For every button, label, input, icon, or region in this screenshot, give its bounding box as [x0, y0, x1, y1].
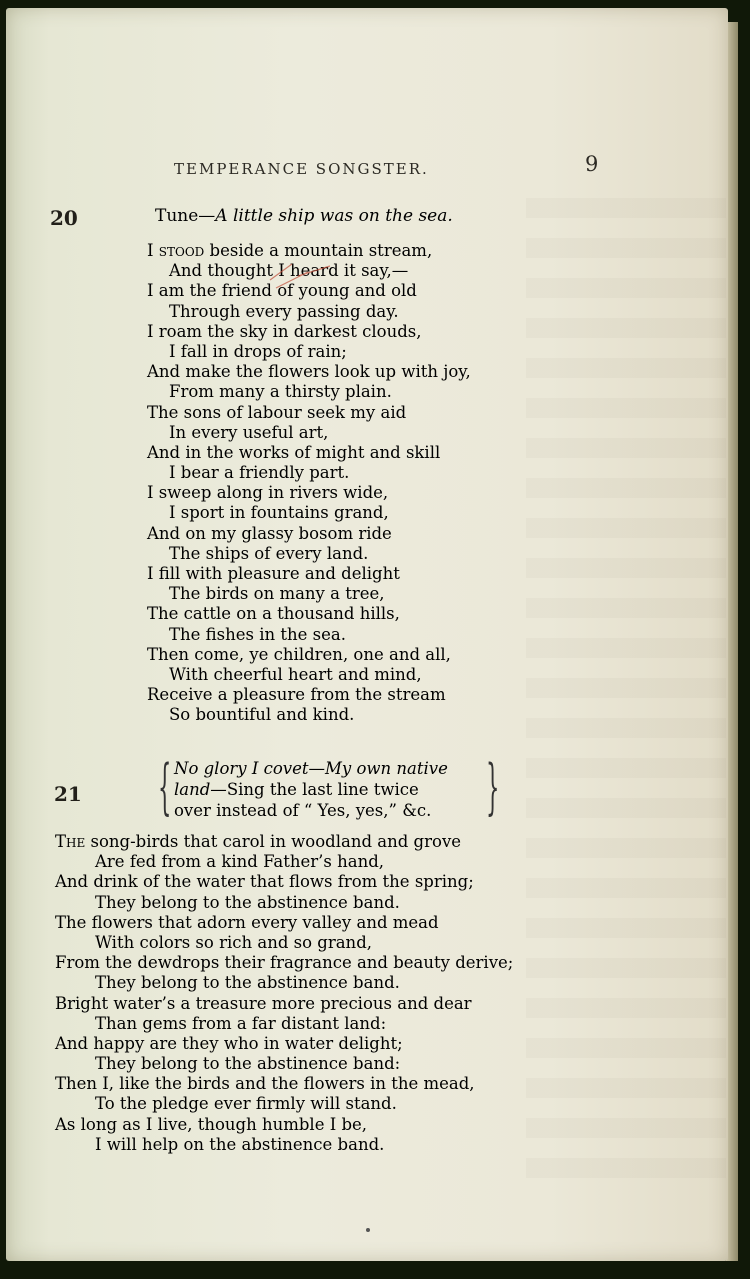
tune-title: A little ship was on the sea.: [215, 206, 453, 226]
verse-line: In every useful art,: [169, 422, 329, 442]
note-line-3: over instead of “ Yes, yes,” &c.: [174, 801, 432, 820]
verse-line: Are fed from a kind Father’s hand,: [95, 852, 385, 872]
verse-line: With colors so rich and so grand,: [95, 932, 372, 952]
verse-line: Then come, ye children, one and all,: [147, 644, 451, 664]
running-title: TEMPERANCE SONGSTER.: [174, 160, 429, 178]
verse-line: From the dewdrops their fragrance and beauty derive;: [55, 953, 514, 973]
page-number: 9: [585, 152, 599, 176]
verse-line: The flowers that adorn every valley and mead: [55, 912, 439, 932]
verse-line: Receive a pleasure from the stream: [147, 685, 446, 705]
note-line-1: [174, 758, 448, 779]
tune-line: [155, 206, 453, 226]
verse-line: I bear a friendly part.: [169, 463, 350, 483]
verse-line: The sons of labour seek my aid: [147, 402, 407, 422]
note-text: Sing the last line twice: [226, 780, 419, 799]
note-italic: No glory I covet—My own native: [174, 759, 448, 778]
verse-line: I roam the sky in darkest clouds,: [147, 321, 422, 341]
verse-line: I am the friend of young and old: [147, 281, 417, 301]
verse-line: The cattle on a thousand hills,: [147, 604, 400, 624]
tune-prefix: Tune—: [155, 206, 216, 226]
pencil-mark: [268, 258, 338, 298]
song-20-verse: [147, 241, 471, 726]
verse-line: The birds on many a tree,: [169, 584, 385, 604]
speck: [366, 1228, 370, 1232]
verse-line: I fill with pleasure and delight: [147, 564, 400, 583]
right-brace: }: [486, 752, 500, 822]
verse-line-text: beside a mountain stream,: [204, 241, 433, 260]
verse-line: And happy are they who in water delight;: [55, 1033, 403, 1053]
verse-line: The fishes in the sea.: [169, 624, 346, 644]
verse-line: [55, 832, 513, 852]
left-brace: {: [158, 752, 172, 822]
verse-line: And in the works of might and skill: [147, 442, 441, 462]
note-line-2: [174, 779, 448, 800]
verse-line: Bright water’s a treasure more precious and dear: [55, 993, 472, 1013]
verse-line: Through every passing day.: [169, 301, 399, 321]
song-21-verse: [55, 832, 513, 1155]
verse-line: To the pledge ever firmly will stand.: [95, 1094, 397, 1114]
drop-word: The: [55, 832, 86, 851]
verse-line: I sport in fountains grand,: [169, 503, 389, 523]
verse-line: Then I, like the birds and the flowers in the mead,: [55, 1074, 475, 1094]
song-number-21: 21: [54, 782, 82, 806]
verse-line: I will help on the abstinence band.: [95, 1134, 385, 1154]
verse-line: And thought I heard it say,—: [169, 261, 409, 281]
verse-line: And on my glassy bosom ride: [147, 523, 392, 543]
note-italic: land—: [174, 780, 227, 799]
verse-line: Than gems from a far distant land:: [95, 1013, 387, 1033]
verse-line: With cheerful heart and mind,: [169, 664, 422, 684]
song-number-20: 20: [50, 206, 78, 230]
verse-line: They belong to the abstinence band.: [95, 973, 400, 993]
verse-line: And drink of the water that flows from the spring;: [55, 872, 474, 892]
verse-line: They belong to the abstinence band.: [95, 892, 400, 912]
verse-line-text: song-birds that carol in woodland and grove: [85, 832, 462, 851]
verse-line: And make the flowers look up with joy,: [147, 362, 471, 382]
verse-line: From many a thirsty plain.: [169, 382, 392, 402]
verse-line: As long as I live, though humble I be,: [55, 1114, 368, 1134]
verse-line: The ships of every land.: [169, 543, 369, 563]
verse-line: I fall in drops of rain;: [169, 341, 347, 361]
drop-word: I stood: [147, 241, 205, 260]
verse-line: So bountiful and kind.: [169, 705, 355, 725]
verse-line: They belong to the abstinence band:: [95, 1054, 401, 1074]
bleed-through: [526, 198, 726, 1198]
verse-line: I sweep along in rivers wide,: [147, 483, 389, 503]
